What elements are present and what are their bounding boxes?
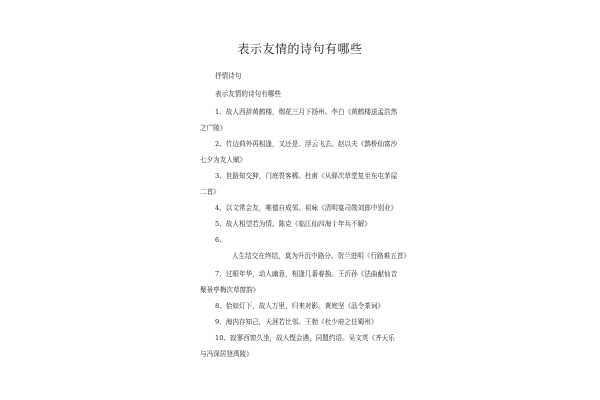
section-label: 抒情诗句 <box>215 72 242 80</box>
poem-line-7-cont: 聚景亭梅次草窗韵》 <box>200 286 260 294</box>
poem-line-10: 10、寂寥西窗久坐，故人悭会遇，同盟约语。吴文英《齐天乐 <box>215 334 395 342</box>
poem-line-8: 8、恰如灯下，故人万里，归来对影。黄庭坚《品令茶词》 <box>215 302 385 310</box>
poem-line-6: 6、 <box>215 236 226 244</box>
poem-line-2: 2、竹边荷外再相逢，又还是、浮云飞去。赵以夫《鹊桥仙富沙 <box>215 140 398 148</box>
poem-line-5: 5、故人相望若为情。陈克《临江仙四海十年兵不解》 <box>215 220 371 228</box>
poem-line-10-cont: 与冯深居登禹陵》 <box>200 350 253 358</box>
poem-line-9: 9、海内存知己，天涯若比邻。王勃《杜少府之任蜀州》 <box>215 318 378 326</box>
poem-line-6-cont: 人生结交在终结，莫为升沉中路分。贺兰进明《行路难五首》 <box>232 252 411 260</box>
subtitle: 表示友情的诗句有哪些 <box>215 90 281 98</box>
poem-line-1: 1、故人西辞黄鹤楼，烟花三月下扬州。李白《黄鹤楼送孟浩然 <box>215 108 398 116</box>
page-title: 表示友情的诗句有哪些 <box>237 42 363 56</box>
poem-line-7: 7、过眼年华，动人幽意，相逢几番春换。王沂孙《法曲献仙音 <box>215 270 398 278</box>
poem-line-4: 4、以文常会友，唯德自成邻。祖咏《清明宴司勋刘郎中别业》 <box>215 204 398 212</box>
poem-line-3-cont: 二首》 <box>200 188 220 196</box>
poem-line-2-cont: 七夕为友人赋》 <box>200 156 247 164</box>
poem-line-3: 3、世路知交狎，门庭畏客稀。杜甫《从驿次草堂复至东屯茅屋 <box>215 172 398 180</box>
poem-line-1-cont: 之广陵》 <box>200 124 227 132</box>
